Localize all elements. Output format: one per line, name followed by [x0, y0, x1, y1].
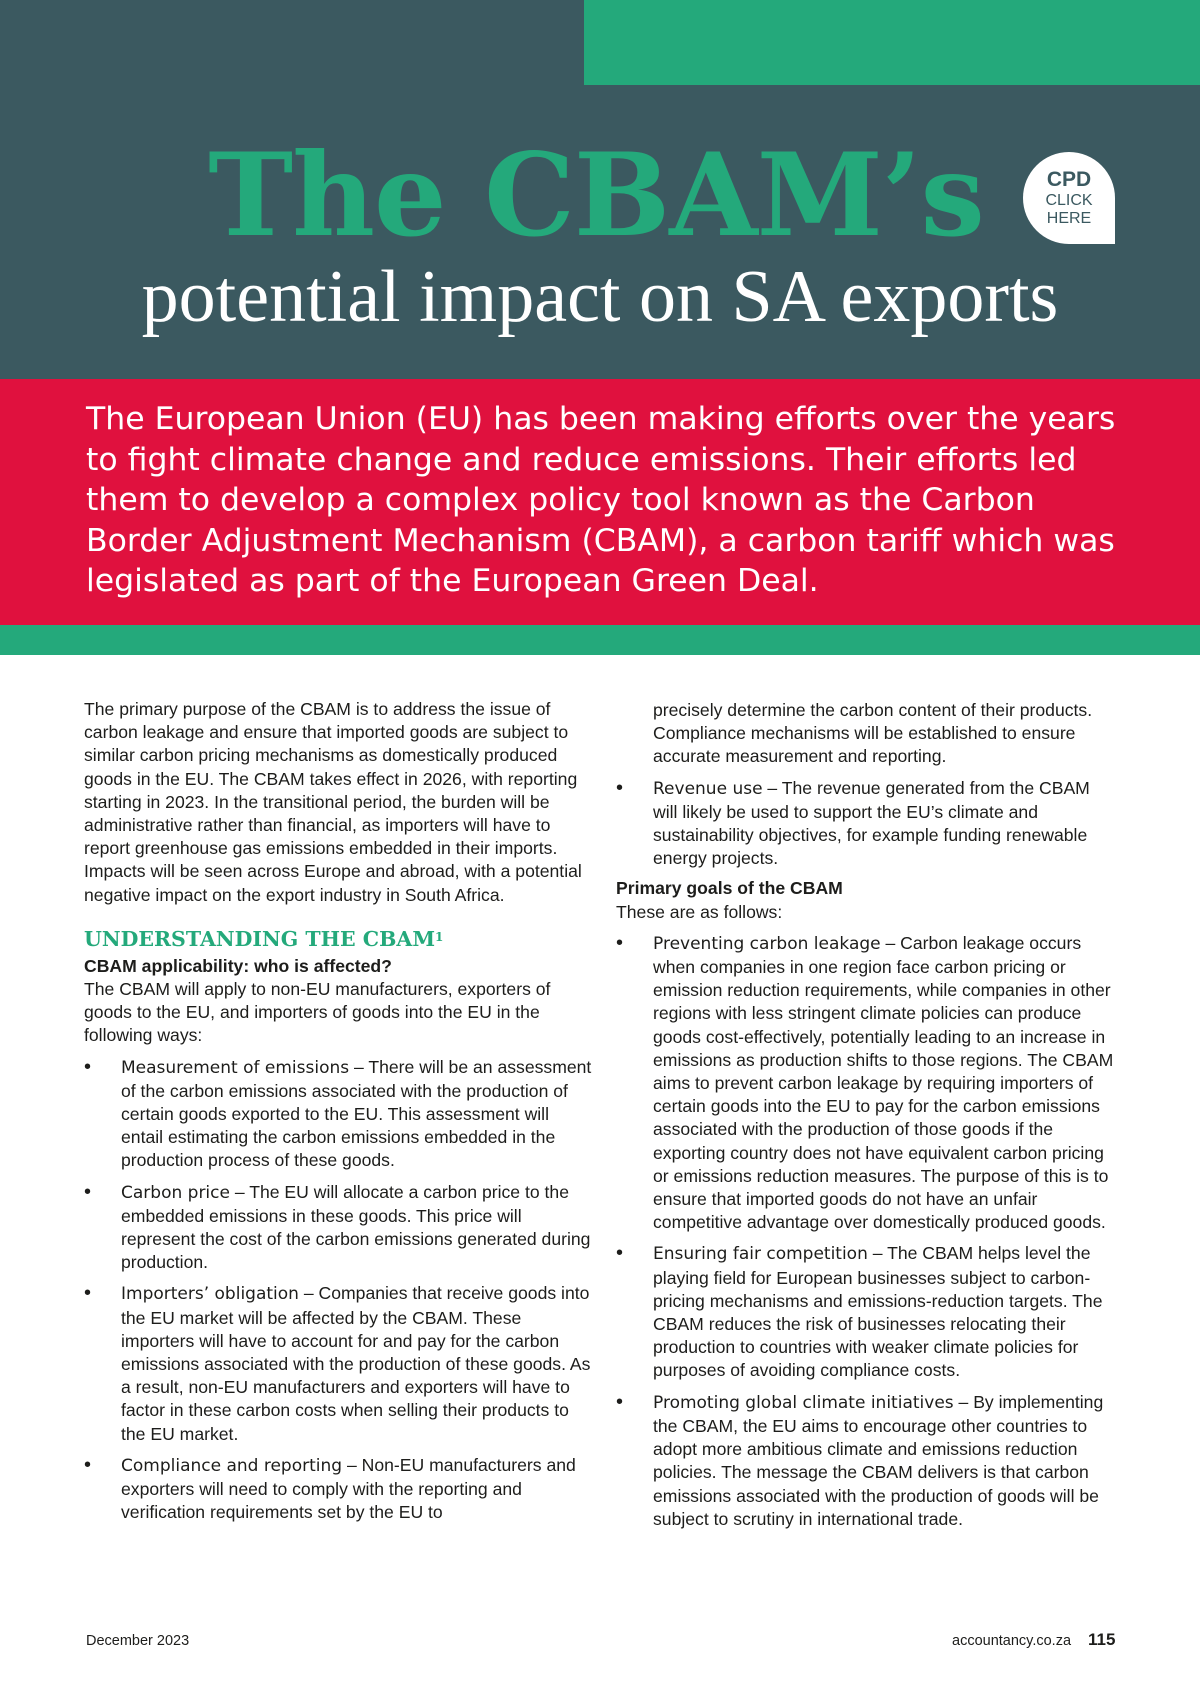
goals-heading: Primary goals of the CBAM [616, 878, 843, 899]
applicability-list-continued [616, 699, 1116, 870]
body-paragraph: The primary purpose of the CBAM is to address the issue of carbon leakage and ensure that imported goods are subject to similar carbon pricing mechanisms as domestically produced goods in the EU. The CBAM takes effect in 2026, with reporting starting in 2023. In the transitional period, the burden will be administrative rather than financial, as importers will have to report greenhouse gas emissions embedded in their imports. Impacts will be seen across Europe and abroad, with a potential negative impact on the export industry in South Africa. [84, 699, 582, 905]
footnote-marker: 1 [435, 929, 444, 944]
footer-website: accountancy.co.za [952, 1633, 1072, 1649]
goals-list [616, 932, 1116, 1531]
cpd-here-label: HERE [1046, 210, 1092, 227]
page-number: 115 [1088, 1630, 1116, 1649]
section-heading: UNDERSTANDING THE CBAM$^1$ [84, 926, 444, 951]
accent-bar [584, 0, 1200, 85]
list-item-text: – The CBAM helps level the playing field for European businesses subject to carbon-pricing mechanisms and emissions-reduction targets. The CBAM reduces the risk of businesses relocating their production to countries with weaker climate policies for purposes of avoiding compliance costs. [653, 1243, 1103, 1381]
list-item [84, 1181, 594, 1275]
list-item [616, 932, 1116, 1235]
list-item [616, 1242, 1116, 1382]
list-item-text: – By implementing the CBAM, the EU aims to encourage other countries to adopt more ambitious climate and emissions reduction policies. The message the CBAM delivers is that carbon emissions associated with the production of goods will be subject to scrutiny in international trade. [653, 1391, 1104, 1529]
cpd-click-label: CLICK [1045, 192, 1093, 209]
article-title: The CBAM’s [208, 128, 984, 262]
applicability-heading: CBAM applicability: who is affected? [84, 955, 392, 976]
list-item-text: – Companies that receive goods into the EU market will be affected by the CBAM. These importers will have to account for and pay for the carbon emissions associated with the production of these goods. As a result, non-EU manufacturers and exporters will have to factor in these carbon costs when selling their products to the EU market. [121, 1283, 591, 1444]
list-item-term: Compliance and reporting [121, 1455, 343, 1476]
list-item-term: Preventing carbon leakage [653, 933, 881, 954]
list-item-term: Revenue use [653, 778, 763, 799]
applicability-list [84, 1056, 594, 1525]
left-column [84, 698, 594, 1525]
header-banner [0, 0, 1200, 379]
footer-date: December 2023 [86, 1633, 190, 1649]
list-item-term: Measurement of emissions [121, 1057, 350, 1078]
list-item-text: – Non-EU manufacturers and exporters will need to comply with the reporting and verification requirements set by the EU to [121, 1454, 576, 1523]
list-item [84, 1282, 594, 1445]
list-item-term: Carbon price [121, 1182, 230, 1203]
green-divider-strip [0, 625, 1200, 655]
list-item [616, 777, 1116, 871]
list-item [84, 1454, 594, 1525]
article-subtitle: potential impact on SA exports [141, 256, 1059, 338]
list-item-continued: precisely determine the carbon content of their products. Compliance mechanisms will be established to ensure accurate measurement and reporting. [653, 700, 1093, 767]
applicability-paragraph: The CBAM will apply to non-EU manufacturers, exporters of goods to the EU, and importers of goods into the EU in the following ways: [84, 979, 551, 1046]
intro-band [0, 379, 1200, 625]
list-item-text: – The revenue generated from the CBAM will likely be used to support the EU’s climate and sustainability objectives, for example funding renewable energy projects. [653, 777, 1090, 869]
intro-paragraph: The European Union (EU) has been making efforts over the years to fight climate change and reduce emissions. Their efforts led them to develop a complex policy tool known as the Carbon Border Adjustment Mechanism (CBAM), a carbon tariff which was legislated as part of the European Green Deal. [86, 401, 1116, 599]
list-item-term: Ensuring fair competition [653, 1244, 868, 1265]
cpd-label: CPD [1046, 168, 1092, 191]
list-item-term: Promoting global climate initiatives [653, 1392, 954, 1413]
goals-intro: These are as follows: [616, 901, 783, 922]
list-item-text: – There will be an assessment of the carbon emissions associated with the production of certain goods exported to the EU. This assessment will entail estimating the carbon emissions embedded in the production process of these goods. [121, 1056, 592, 1171]
cpd-click-here-button[interactable] [1023, 152, 1115, 244]
list-item-text: – The EU will allocate a carbon price to the embedded emissions in these goods. This price will represent the cost of the carbon emissions generated during production. [121, 1181, 591, 1273]
list-item [84, 1056, 594, 1173]
list-item-text: – Carbon leakage occurs when companies in one region face carbon pricing or emission reduction requirements, while companies in other regions with less stringent climate policies can produce goods cost-effectively, potentially leading to an increase in emissions as production shifts to those regions. The CBAM aims to prevent carbon leakage by requiring importers of certain goods into the EU to pay for the carbon emissions associated with the production of those goods if the exporting country does not have equivalent carbon pricing or emissions reduction measures. The purpose of this is to ensure that imported goods do not have an unfair competitive advantage over domestically produced goods. [653, 932, 1114, 1233]
right-column [616, 699, 1116, 1531]
list-item-term: Importers’ obligation [121, 1284, 299, 1305]
list-item [616, 1391, 1116, 1531]
